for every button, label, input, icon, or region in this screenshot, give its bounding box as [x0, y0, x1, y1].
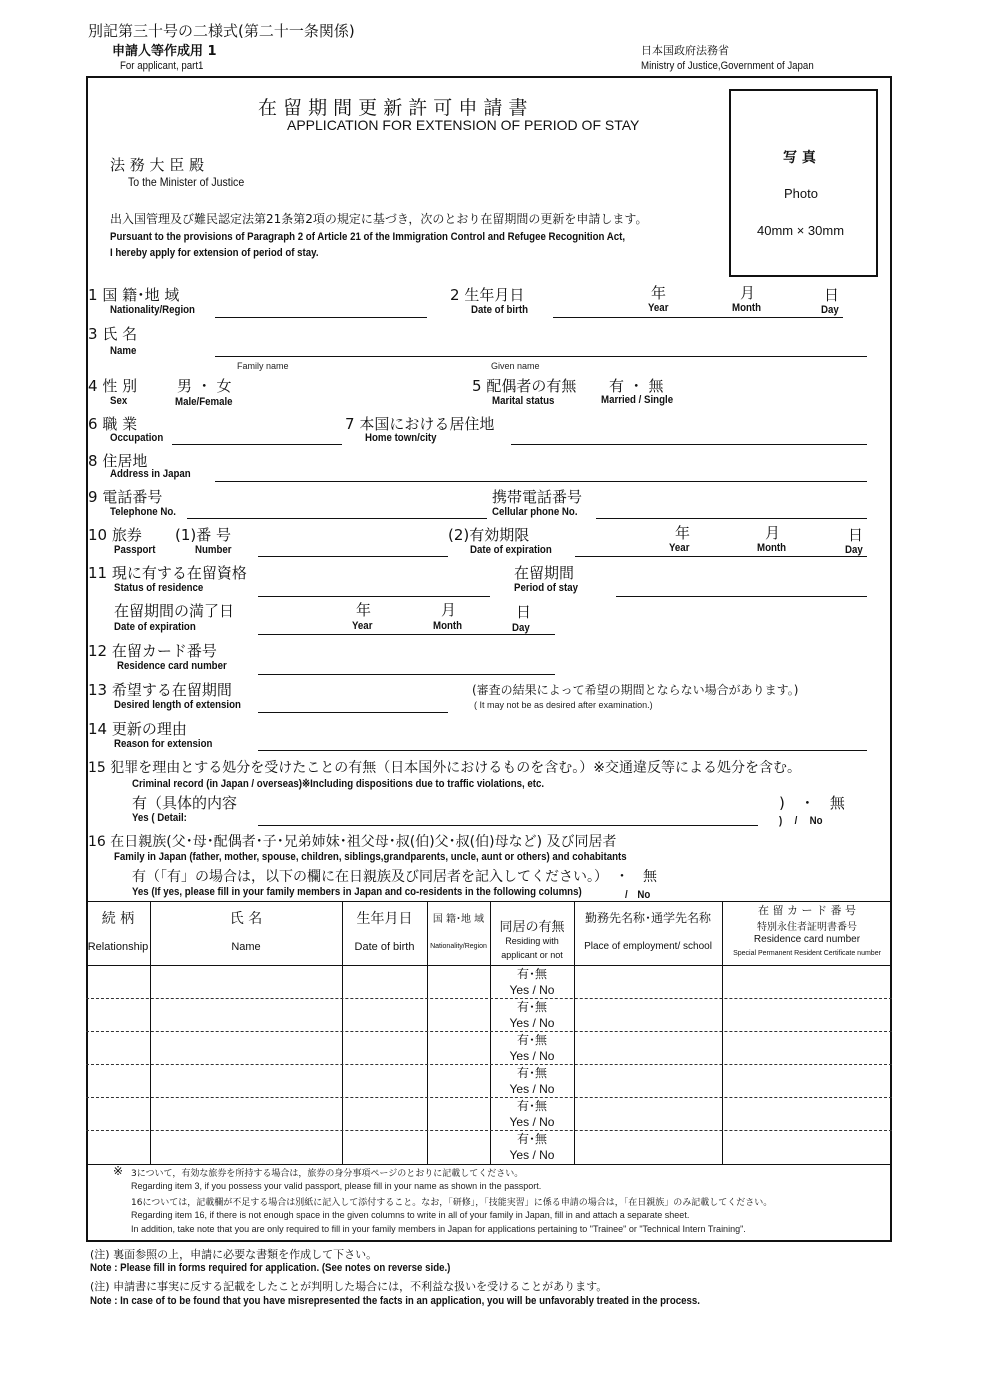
intro-jp: 出入国管理及び難民認定法第21条第2項の規定に基づき，次のとおり在留期間の更新を申請します。: [110, 212, 648, 226]
item9-label: [88, 486, 162, 507]
sex-options-jp[interactable]: 男 ・ 女: [177, 377, 232, 395]
passport-exp-en: Date of expiration: [470, 544, 552, 556]
residing-yn-en: Yes / No: [509, 1148, 555, 1162]
item16-en: Family in Japan (father, mother, spouse, children, siblings,grandparents, uncle, aunt or others) and cohabitants: [114, 851, 627, 863]
dob-month-en: Month: [732, 302, 762, 314]
dob-day-jp: 日: [824, 286, 840, 304]
ministry-jp: 日本国政府法務省: [641, 44, 729, 57]
passport-year-jp: 年: [675, 524, 691, 542]
residing-yn-jp: 有･無: [516, 967, 547, 981]
table-row-divider: [86, 1031, 892, 1032]
item9-jp: 電話番号: [102, 488, 163, 506]
form-number: [88, 20, 355, 41]
title-en: APPLICATION FOR EXTENSION OF PERIOD OF STAY: [287, 117, 640, 133]
sex-options-en: Male/Female: [175, 396, 233, 408]
intro-en-1: Pursuant to the provisions of Paragraph 2 of Article 21 of the Immigration Control and Refugee Recognition Act,: [110, 231, 626, 243]
footnote-line-3: 16については，記載欄が不足する場合は別紙に記入して添付すること。なお，「研修」，「技能実習」に係る申請の場合は，「在日親族」のみ記載してください。: [131, 1198, 773, 1208]
name-field[interactable]: [215, 356, 867, 357]
header-nationality-jp: 国 籍･地 域: [432, 914, 485, 925]
dob-day-en: Day: [821, 304, 839, 316]
dob-month-jp: 月: [740, 284, 756, 302]
header-residing-en: [494, 934, 570, 962]
item14-label: [88, 718, 187, 739]
passport-exp-jp: (2)有効期限: [448, 526, 530, 544]
intro-en-2: I hereby apply for extension of period of stay.: [110, 247, 319, 259]
item1-num: 1: [88, 286, 98, 304]
item13-note-en: ( It may not be as desired after examination.): [474, 700, 653, 710]
photo-label-jp: 写 真: [783, 150, 816, 166]
stay-day-jp: 日: [516, 603, 532, 621]
item16-label: [88, 831, 617, 851]
table-row-divider: [86, 1097, 892, 1098]
header-employment-jp: 勤務先名称･通学先名称: [584, 911, 711, 925]
passport-month-en: Month: [757, 542, 787, 554]
item6-en: Occupation: [110, 432, 164, 444]
item5-num: 5: [472, 377, 482, 395]
item15-num: 15: [88, 760, 106, 776]
item13-num: 13: [88, 681, 108, 699]
dob-field[interactable]: [553, 317, 843, 318]
item13-jp: 希望する在留期間: [111, 681, 232, 699]
family-name-caption: Family name: [237, 361, 289, 371]
header-residing-jp: 同居の有無: [499, 920, 565, 935]
table-row-divider: [86, 1064, 892, 1065]
table-row-residing[interactable]: [490, 966, 574, 998]
passport-number-en: Number: [195, 544, 232, 556]
item9-en: Telephone No.: [110, 506, 176, 518]
item9-num: 9: [88, 488, 98, 506]
item6-num: 6: [88, 415, 98, 433]
passport-year-en: Year: [669, 542, 690, 554]
table-row-residing[interactable]: [490, 999, 574, 1031]
cellphone-en: Cellular phone No.: [492, 506, 578, 518]
form-number-main: 別記第三十号の二様式: [88, 22, 239, 40]
table-header-bottom: [86, 965, 892, 966]
stay-exp-en: Date of expiration: [114, 621, 196, 633]
residing-yn-en: Yes / No: [509, 1049, 555, 1063]
residing-yn-en: Yes / No: [509, 1016, 555, 1030]
passport-exp-field[interactable]: [575, 556, 867, 557]
item3-num: 3: [88, 325, 98, 343]
cellphone-jp: 携帯電話番号: [492, 488, 583, 506]
item15-label: [88, 757, 801, 777]
family-yes-jp[interactable]: 有（「有」の場合は，以下の欄に在日親族及び同居者を記入してください。） ・ 無: [132, 869, 657, 885]
ministry-en: Ministry of Justice,Government of Japan: [641, 60, 814, 72]
crime-yes-en: Yes ( Detail:: [132, 812, 187, 824]
footnote-line-1: 3について，有効な旅券を所持する場合は，旅券の身分事項ページのとおりに記載してください。: [131, 1169, 524, 1179]
residing-yn-jp: 有･無: [516, 1066, 547, 1080]
photo-box[interactable]: [729, 89, 878, 277]
header-residing-en-text: Residing with applicant or not: [501, 936, 563, 960]
footnote-mark: ※: [113, 1164, 124, 1178]
item4-jp: 性 別: [102, 377, 138, 395]
item2-en: Date of birth: [471, 304, 529, 316]
nationality-field[interactable]: [215, 317, 427, 318]
sheet-label-jp: 申請人等作成用 1: [112, 44, 217, 59]
crime-no-jp[interactable]: ) ・ 無: [779, 794, 845, 812]
residing-yn-en: Yes / No: [509, 1115, 555, 1129]
item11-num: 11: [88, 564, 108, 582]
item7-label: [345, 413, 494, 434]
item12-jp: 在留カード番号: [111, 642, 217, 660]
period-of-stay-en: Period of stay: [514, 582, 579, 594]
item7-jp: 本国における居住地: [359, 415, 495, 433]
residence-card-field[interactable]: [258, 674, 555, 675]
item10-label: [88, 524, 142, 545]
passport-number-jp: (1)番 号: [175, 526, 232, 544]
header-employment-en: Place of employment/ school: [584, 941, 712, 952]
item8-num: 8: [88, 452, 98, 470]
desired-extension-field[interactable]: [258, 712, 448, 713]
cellphone-field[interactable]: [596, 518, 867, 519]
given-name-caption: Given name: [491, 361, 540, 371]
note-2-en: Note : In case of to be found that you have misrepresented the facts in an application, you will be unfavorably treated in the process.: [90, 1295, 700, 1307]
item5-jp: 配偶者の有無: [486, 377, 577, 395]
item4-label: [88, 375, 137, 396]
item10-num: 10: [88, 526, 108, 544]
header-card-en: Residence card number: [753, 934, 861, 945]
dob-year-en: Year: [648, 302, 669, 314]
item3-en: Name: [110, 345, 137, 357]
stay-exp-field[interactable]: [258, 634, 555, 635]
footnote-line-2: Regarding item 3, if you possess your valid passport, please fill in your name as shown in the passport.: [131, 1181, 542, 1191]
item5-label: [472, 375, 576, 396]
item11-en: Status of residence: [114, 582, 204, 594]
header-dob-jp: 生年月日: [356, 911, 413, 927]
item10-jp: 旅券: [111, 526, 142, 544]
header-card-jp: 在 留 カ ー ド 番 号: [758, 904, 856, 917]
residing-yn-jp: 有･無: [516, 1132, 547, 1146]
stay-month-jp: 月: [441, 601, 457, 619]
item1-jp: 国 籍･地 域: [102, 286, 180, 304]
header-relationship-en: Relationship: [87, 941, 149, 953]
addressee-en: To the Minister of Justice: [128, 175, 245, 189]
note-2-jp: (注) 申請書に事実に反する記載をしたことが判明した場合には，不利益な扱いを受けることがあります。: [90, 1280, 608, 1293]
item11-jp: 現に有する在留資格: [111, 564, 247, 582]
family-yes-en: Yes (If yes, please fill in your family members in Japan and co-residents in the following columns): [132, 886, 582, 898]
stay-exp-jp: 在留期間の満了日: [114, 602, 235, 620]
stay-year-jp: 年: [356, 601, 372, 619]
stay-day-en: Day: [512, 622, 530, 634]
reason-field[interactable]: [258, 750, 867, 751]
item13-label: [88, 679, 232, 700]
crime-detail-field[interactable]: [258, 825, 758, 826]
item12-num: 12: [88, 642, 108, 660]
marital-options-jp[interactable]: 有 ・ 無: [609, 377, 664, 395]
item14-en: Reason for extension: [114, 738, 213, 750]
table-row-residing[interactable]: [490, 1098, 574, 1130]
crime-no-en: ) / No: [779, 815, 823, 827]
photo-size: 40mm × 30mm: [757, 223, 845, 238]
item11-label: [88, 562, 247, 583]
note-1-jp: (注) 裏面参照の上，申請に必要な書類を作成して下さい。: [90, 1248, 378, 1261]
item4-en: Sex: [110, 395, 128, 407]
passport-day-en: Day: [845, 544, 863, 556]
status-field[interactable]: [258, 596, 490, 597]
footnote-line-4: Regarding item 16, if there is not enough space in the given columns to write in all of your family in Japan, fill in and attach a separate sheet.: [131, 1210, 690, 1220]
header-dob-en: Date of birth: [354, 941, 415, 953]
table-row-residing[interactable]: [490, 1065, 574, 1097]
item6-jp: 職 業: [102, 415, 138, 433]
header-name-en: Name: [231, 941, 261, 953]
note-1-en: Note : Please fill in forms required for application. (See notes on reverse side.): [90, 1262, 451, 1274]
passport-number-field[interactable]: [258, 556, 448, 557]
dob-year-jp: 年: [651, 284, 667, 302]
stay-month-en: Month: [433, 620, 463, 632]
hometown-field[interactable]: [511, 444, 867, 445]
table-col-line: [427, 901, 428, 1164]
item4-num: 4: [88, 377, 98, 395]
sheet-label-en: For applicant, part1: [120, 60, 204, 72]
item12-en: Residence card number: [117, 660, 227, 672]
item3-label: [88, 323, 137, 344]
passport-day-jp: 日: [848, 526, 864, 544]
item13-en: Desired length of extension: [114, 699, 241, 711]
item13-note-jp: (審査の結果によって希望の期間とならない場合があります。): [472, 683, 799, 697]
table-row-divider: [86, 1130, 892, 1131]
item16-jp: 在日親族(父･母･配偶者･子･兄弟姉妹･祖父母･叔(伯)父･叔(伯)母など) 及び同居者: [110, 834, 617, 850]
marital-options-en: Married / Single: [601, 394, 674, 406]
addressee-jp: 法 務 大 臣 殿: [110, 156, 205, 174]
table-row-residing[interactable]: [490, 1131, 574, 1163]
period-of-stay-jp: 在留期間: [514, 564, 575, 582]
item12-label: [88, 640, 217, 661]
header-relationship-jp: 続 柄: [101, 911, 135, 927]
header-name-jp: 氏 名: [229, 911, 263, 927]
item7-num: 7: [345, 415, 355, 433]
header-card-jp2: 特別永住者証明書番号: [757, 922, 857, 933]
family-no-en: / No: [625, 889, 651, 901]
item1-label: [88, 284, 179, 305]
item8-jp: 住居地: [102, 452, 148, 470]
item15-en: Criminal record (in Japan / overseas)※Including dispositions due to traffic violations, etc.: [132, 778, 545, 790]
photo-label-en: Photo: [784, 186, 818, 201]
table-row-residing[interactable]: [490, 1032, 574, 1064]
item15-jp: 犯罪を理由とする処分を受けたことの有無（日本国外におけるものを含む。）※交通違反等による処分を含む。: [110, 760, 802, 776]
residing-yn-en: Yes / No: [509, 983, 555, 997]
residing-yn-jp: 有･無: [516, 1099, 547, 1113]
item3-jp: 氏 名: [102, 325, 138, 343]
footnote-line-5: In addition, take note that you are only required to fill in your family members in Japan for applications pertaining to "Trainee" or "Technical Intern Training".: [131, 1224, 746, 1234]
item8-en: Address in Japan: [110, 468, 191, 480]
item16-num: 16: [88, 834, 106, 850]
header-card-en2: Special Permanent Resident Certificate number: [733, 950, 881, 957]
form-article: (第二十一条関係): [238, 22, 355, 40]
header-nationality-en: Nationality/Region: [430, 943, 487, 950]
item10-en: Passport: [114, 544, 156, 556]
item2-jp: 生年月日: [464, 286, 525, 304]
crime-yes-jp[interactable]: 有（具体的内容: [132, 794, 238, 812]
item7-en: Home town/city: [365, 432, 437, 444]
item5-en: Marital status: [492, 395, 555, 407]
item6-label: [88, 413, 137, 434]
item2-label: [450, 284, 524, 305]
telephone-field[interactable]: [187, 518, 487, 519]
title-jp: 在 留 期 間 更 新 許 可 申 請 書: [258, 97, 528, 119]
passport-month-jp: 月: [765, 524, 781, 542]
occupation-field[interactable]: [172, 444, 342, 445]
period-of-stay-field[interactable]: [616, 596, 867, 597]
residing-yn-jp: 有･無: [516, 1033, 547, 1047]
table-row-divider: [86, 998, 892, 999]
item1-en: Nationality/Region: [110, 304, 195, 316]
residing-yn-en: Yes / No: [509, 1082, 555, 1096]
item14-num: 14: [88, 720, 108, 738]
table-bottom-border: [86, 1164, 892, 1165]
item2-num: 2: [450, 286, 460, 304]
residing-yn-jp: 有･無: [516, 1000, 547, 1014]
item14-jp: 更新の理由: [111, 720, 187, 738]
stay-year-en: Year: [352, 620, 373, 632]
address-field[interactable]: [215, 481, 867, 482]
